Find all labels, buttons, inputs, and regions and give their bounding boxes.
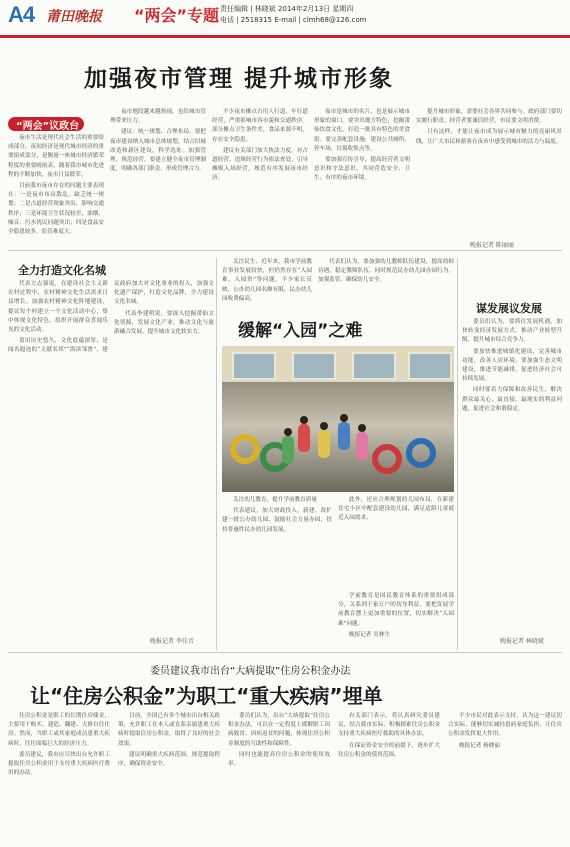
meta-line-editor: 责任编辑 | 林晓斌 2014年2月13日 星期四 <box>220 5 354 13</box>
top-headline: 加强夜市管理 提升城市形象 <box>84 66 395 92</box>
paragraph: 在保证资金安全的前提下，逐步扩大住房公积金的使用范围。 <box>338 742 440 758</box>
paragraph: 代表方志强说，在建设社会主义新农村过程中，农村精神文化生活需求日益增长。加强农村精神文化阵地建设，提议每个村建立一个文化活动中心，集中体现文化特色，组织开展群众喜闻乐见的文化活动。 <box>8 281 108 334</box>
paragraph: 同时要着力保障和改善民生，解决群众最关心、最直接、最现实的利益问题，促进社会和谐稳定。 <box>462 387 562 412</box>
paragraph: 建议明确重大疾病范围，规范提取程序，确保资金安全。 <box>118 751 220 768</box>
byline: 晚报记者 杨晓丽 <box>459 742 500 749</box>
kindergarten-intro <box>222 258 312 314</box>
meta-line-contact: 电话 | 2518315 E-mail | clmh68@126.com <box>220 16 367 24</box>
divider <box>8 250 562 251</box>
kindergarten-column-right <box>338 592 454 650</box>
paragraph: 只有这样，才能让夜市成为展示城市魅力的亮丽风景线，让广大市民和游客在夜市中感受到城市的活力与温度。 <box>416 129 562 145</box>
paragraph: 代表李建明说，要深入挖掘莆仙文化资源，发展文化产业，推动文化与旅游融合发展，提升城市文化软实力。 <box>114 310 214 336</box>
badge-label: “两会”议政台 <box>16 121 80 132</box>
paragraph: 学前教育是国民教育体系的重要组成部分，关系到千家万户的切身利益。要把发展学前教育摆上更加重要的位置，切实解决“入园难”问题。 <box>338 593 454 627</box>
paragraph: 有关部门表示，将认真研究委员建议，结合我市实际，积极探索住房公积金支持重大疾病医疗救助的具体办法。 <box>338 713 440 738</box>
photo-caption: 关注幼儿教育，提升学前教育质量 <box>233 497 317 503</box>
masthead-meta <box>220 4 366 26</box>
paper-name: 莆田晚报 <box>46 9 102 25</box>
section-title: “两会”专题 <box>134 6 220 25</box>
paragraph: 要加强宣传引导，提高经营者文明意识和守法意识，共同营造安全、卫生、有序的夜市环境。 <box>314 157 410 182</box>
paragraph: 夜市地段越来越热闹，也给城市管理带来压力。 <box>110 109 206 125</box>
divider <box>457 258 458 650</box>
paragraph: 夜市是城市的名片，也是展示城市形象的窗口。要突出地方特色，挖掘莆仙饮食文化，打造一批具有特色的美食街。要完善配套设施，建设公共厕所、停车场、垃圾收集点等。 <box>314 109 410 152</box>
paragraph: 代表建议，加大财政投入，新建、改扩建一批公办幼儿园，鼓励社会力量办园，扶持普惠性民办幼儿园发展。 <box>222 508 332 533</box>
masthead <box>0 0 570 38</box>
kindergarten-photo <box>222 346 454 492</box>
paragraph: 代表们认为，要加强幼儿教师队伍建设，提高幼师待遇，稳定教师队伍。同时规范民办幼儿园办园行为，加强监管，确保幼儿安全。 <box>318 259 454 284</box>
bottom-column-2 <box>118 712 220 842</box>
paragraph: 夜市生活是现代社会生活的重要组成部分，夜间经济是现代城市经济的重要组成部分，是衡量一座城市经济繁荣程度的重要晴雨表。随着我市城市化进程的不断加快，夜市日益繁荣。 <box>8 135 104 178</box>
paragraph: 委员建议，我市应尽快出台允许职工提取住房公积金用于支付重大疾病医疗费用的办法。 <box>8 751 110 777</box>
opinion-author: 晚报记者 林晓斌 <box>500 638 544 645</box>
bottom-column-3 <box>228 712 330 842</box>
top-author: 晚报记者 陈丽丽 <box>470 242 514 249</box>
top-column-1 <box>8 134 104 246</box>
paragraph: 要加快推进城镇化建设，完善城市功能，改善人居环境。要加强生态文明建设，推进节能减排，促进经济社会可持续发展。 <box>462 348 562 383</box>
top-column-5 <box>416 108 562 246</box>
paragraph: 同时也能提高住房公积金的使用效率。 <box>228 751 330 768</box>
opinion-heading: 谋发展议发展 <box>476 302 542 315</box>
paragraph: 此外，还应合理规划幼儿园布局，在新建住宅小区中配套建设幼儿园，满足适龄儿童就近入园需求。 <box>338 497 454 522</box>
kindergarten-column-left <box>222 496 332 646</box>
bottom-column-1 <box>8 712 110 842</box>
bottom-column-5 <box>448 712 562 842</box>
bottom-kicker: 委员建议我市出台“大病提取”住房公积金办法 <box>150 666 351 677</box>
culture-heading: 全力打造文化名城 <box>18 264 106 277</box>
culture-author: 晚报记者 李佳音 <box>150 638 194 645</box>
paragraph: 委员们认为，出台“大病提取”住房公积金办法，可以在一定程度上缓解职工因病致贫、因病返贫的问题，体现住房公积金制度的互助性和保障性。 <box>228 713 330 747</box>
top-column-3 <box>212 108 308 246</box>
paragraph: 建议：统一规划，合理布局。要把夜市建设纳入城市总体规划，结合旧城改造和新区建设，科学选址。加强管理，规范经营。要建立健全夜市管理制度，明确各部门职责，形成管理合力。 <box>110 129 206 173</box>
byline: 晚报记者 吴林生 <box>349 631 390 638</box>
bottom-headline: 让“住房公积金”为职工“重大疾病”埋单 <box>30 684 383 708</box>
opinion-badge <box>8 112 84 134</box>
paragraph: 目前我市夜市存在的问题主要表现在：一是夜市布局散乱，缺乏统一规划；二是占道经营现象突出，影响交通秩序；三是环境卫生状况较差，油烟、噪音、污水扰民问题突出；四是食品安全隐患较多，监管难度大。 <box>8 183 104 236</box>
page-number: A4 <box>8 2 35 27</box>
divider <box>8 652 562 653</box>
top-column-4 <box>314 108 410 246</box>
paragraph: 莆田历史悠久，文化底蕴深厚，是闻名遐迩的“文献名邦”“海滨邹鲁”。建议政府加大对文化事业的投入，加强文化遗产保护，打造文化品牌，全力建设文化名城。 <box>8 281 214 354</box>
top-column-2 <box>110 108 206 246</box>
paragraph: 住房公积金是职工的长期住房储金，主要用于购买、建造、翻建、大修自住住房。然而，当职工或其家庭成员患重大疾病时，往往面临巨大的经济压力。 <box>8 713 110 747</box>
paragraph: 委员们认为，要抓住发展机遇，加快转变经济发展方式，推动产业转型升级，提升城市综合竞争力。 <box>462 319 562 344</box>
opinion-body <box>462 318 562 634</box>
paragraph: 提升城市形象，需要社会各界共同参与。政府部门要切实履行职责，经营者要诚信经营，市民要文明消费。 <box>416 109 562 125</box>
divider <box>216 258 217 650</box>
paragraph: 不少市民对此表示支持，认为这一建议切合实际，能够切实减轻患病家庭负担，让住房公积金发挥更大作用。 <box>448 713 562 738</box>
bottom-column-4 <box>338 712 440 842</box>
kindergarten-heading: 缓解“入园”之难 <box>238 321 363 341</box>
paragraph: 不少夜市摊点占用人行道、车行道经营，严重影响市容市貌和交通秩序。部分摊点卫生条件差，食品来源不明，存在安全隐患。 <box>212 109 308 143</box>
culture-body <box>8 280 214 640</box>
paragraph: 关注民生、近年来，我市学前教育事业发展较快，但仍然存在“入园难、入园贵”等问题。不少家长反映，公办幼儿园名额有限，民办幼儿园收费偏高。 <box>222 259 312 302</box>
kindergarten-top-text <box>318 258 454 342</box>
paragraph: 目前，全国已有多个城市出台相关政策，允许职工在本人或直系亲属患重大疾病时提取住房公积金，取得了良好的社会效果。 <box>118 713 220 747</box>
paragraph: 建议有关部门加大执法力度，对占道经营、违规经营行为依法查处，引导摊贩入场经营，规范有序发展夜市经济。 <box>212 147 308 182</box>
